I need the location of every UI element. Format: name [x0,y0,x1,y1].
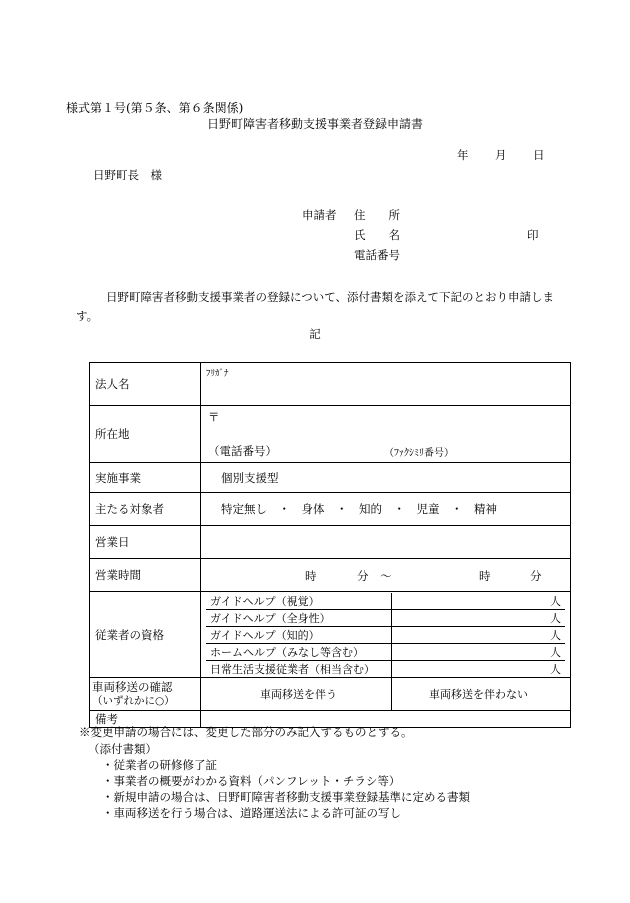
phone-number-label: （電話番号） [208,444,277,458]
seal-mark: 印 [527,228,539,242]
staff-qualification-name: ホームヘルプ（みなし等含む） [206,643,392,660]
application-statement: 日野町障害者移動支援事業者の登録について、添付書類を添えて下記のとおり申請します。 [76,290,555,323]
applicant-label: 申請者 [302,208,337,222]
staff-row [206,643,565,660]
location-label: 所在地 [90,406,201,463]
row-location [90,406,571,463]
staff-row [206,609,565,626]
remarks-label: 備考 [90,711,201,728]
form-number: 様式第１号(第５条、第６条関係) [66,101,244,115]
hour-to: 時 [479,569,491,583]
staff-row [206,660,565,677]
row-days [90,526,571,559]
business-value: 個別支援型 [201,463,571,493]
furigana-label: ﾌﾘｶﾞﾅ [206,369,229,379]
document-title: 日野町障害者移動支援事業者登録申請書 [206,117,423,131]
days-field[interactable] [201,526,571,559]
staff-row [206,626,565,643]
days-label: 営業日 [90,526,201,559]
applicant-phone-label: 電話番号 [354,248,400,262]
fax-number-label: （ﾌｧｸｼﾐﾘ番号） [384,448,454,459]
attachment-item: ・新規申請の場合は、日野町障害者移動支援事業登録基準に定める書類 [102,790,470,804]
attachment-item: ・従業者の研修修了証 [102,758,217,772]
addressee: 日野町長 様 [93,168,162,182]
staff-qualification-name: ガイドヘルプ（視覚） [206,593,392,610]
staff-count-field[interactable]: 人 [392,626,566,643]
date-month: 月 [495,148,507,162]
staff-qualifications [201,592,571,678]
applicant-name-label: 氏 名 [354,228,400,242]
staff-qualification-name: ガイドヘルプ（全身性） [206,609,392,626]
staff-count-field[interactable]: 人 [392,609,566,626]
attachments-heading: （添付書類） [88,742,157,756]
minute-from: 分 [357,569,369,583]
date-year: 年 [457,148,469,162]
staff-label: 従業者の資格 [90,592,201,678]
hour-from: 時 [305,569,317,583]
target-label: 主たる対象者 [90,493,201,526]
row-hours [90,559,571,592]
hours-label: 営業時間 [90,559,201,592]
vehicle-with-option[interactable]: 車両移送を伴う [206,678,392,710]
corp-name-label: 法人名 [90,363,201,406]
ki-heading: 記 [309,327,321,341]
hours-field[interactable] [201,559,571,592]
attachment-item: ・車両移送を行う場合は、道路運送法による許可証の写し [102,806,401,820]
change-note: ※変更申請の場合には、変更した部分のみ記入するものとする。 [79,725,413,739]
staff-qualification-name: 日常生活支援従業者（相当含む） [206,660,392,677]
target-options[interactable]: 特定無し ・ 身体 ・ 知的 ・ 児童 ・ 精神 [201,493,571,526]
staff-row [206,593,565,610]
staff-count-field[interactable]: 人 [392,593,566,610]
date-day: 日 [533,148,545,162]
minute-to: 分 [530,569,542,583]
row-target [90,493,571,526]
staff-count-field[interactable]: 人 [550,662,561,676]
staff-count-field[interactable]: 人 [392,643,566,660]
staff-qualification-name: ガイドヘルプ（知的） [206,626,392,643]
postal-mark: 〒 [208,410,220,424]
business-label: 実施事業 [90,463,201,493]
row-staff [90,592,571,678]
row-corp-name [90,363,571,406]
vehicle-without-option[interactable]: 車両移送を伴わない [429,688,528,701]
vehicle-options [201,678,571,711]
time-range-tilde: ～ [380,569,392,583]
row-vehicle [90,678,571,711]
row-business [90,463,571,493]
location-field[interactable] [201,406,571,463]
attachment-item: ・事業者の概要がわかる資料（パンフレット・チラシ等） [102,774,401,788]
vehicle-label: 車両移送の確認 （いずれかに○） [90,678,201,711]
applicant-address-label: 住 所 [354,208,400,222]
corp-name-field[interactable] [201,363,571,406]
application-table [89,362,571,728]
